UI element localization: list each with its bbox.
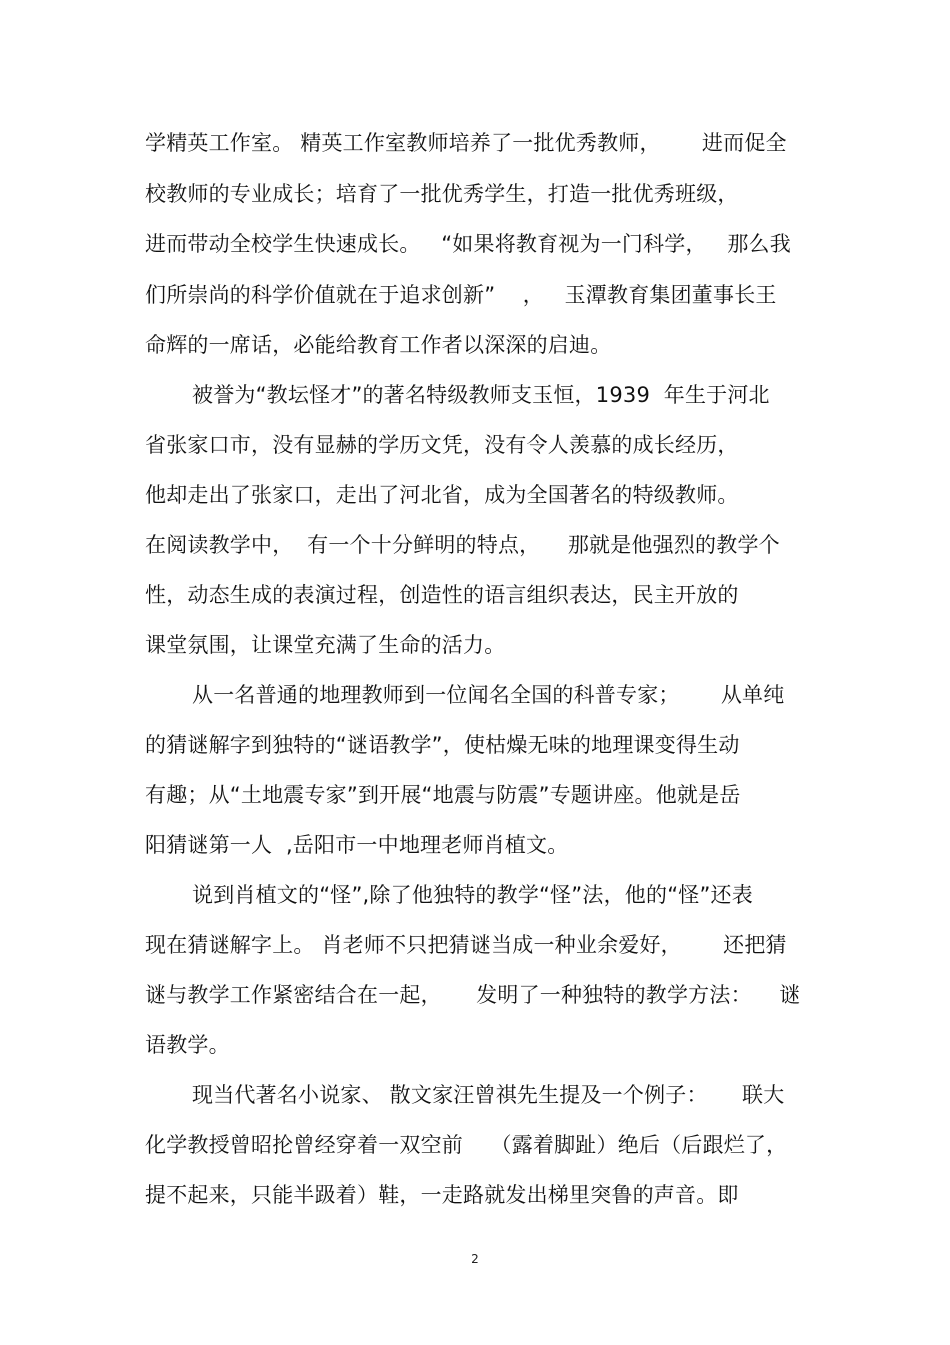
text-line: 的猜谜解字到独特的“谜语教学”，使枯燥无味的地理课变得生动 <box>145 733 740 757</box>
text-line: 校教师的专业成长；培育了一批优秀学生，打造一批优秀班级， <box>145 182 739 206</box>
paragraph-start-line: 说到肖植文的“怪”,除了他独特的教学“怪”法，他的“怪”还表 <box>192 883 753 907</box>
paragraph-start-line: 从一名普通的地理教师到一位闻名全国的科普专家； 从单纯 <box>192 683 785 707</box>
text-line: 现在猜谜解字上。 肖老师不只把猜谜当成一种业余爱好， 还把猜 <box>145 933 787 957</box>
text-line: 化学教授曾昭抡曾经穿着一双空前 （露着脚趾）绝后（后跟烂了， <box>145 1133 788 1157</box>
text-line: 他却走出了张家口，走出了河北省，成为全国著名的特级教师。 <box>145 483 739 507</box>
text-line: 语教学。 <box>145 1033 230 1057</box>
text-line: 课堂氛围，让课堂充满了生命的活力。 <box>145 633 506 657</box>
text-line: 进而带动全校学生快速成长。 “如果将教育视为一门科学， 那么我 <box>145 232 791 256</box>
paragraph-start-line: 现当代著名小说家、 散文家汪曾祺先生提及一个例子： 联大 <box>192 1083 785 1107</box>
text-line: 省张家口市，没有显赫的学历文凭，没有令人羡慕的成长经历， <box>145 433 739 457</box>
text-line: 有趣；从“土地震专家”到开展“地震与防震”专题讲座。他就是岳 <box>145 783 741 807</box>
text-line: 学精英工作室。 精英工作室教师培养了一批优秀教师， 进而促全 <box>145 131 787 155</box>
text-line: 在阅读教学中， 有一个十分鲜明的特点， 那就是他强烈的教学个 <box>145 533 780 557</box>
text-line: 命辉的一席话，必能给教育工作者以深深的启迪。 <box>145 333 612 357</box>
text-line: 谜与教学工作紧密结合在一起， 发明了一种独特的教学方法： 谜 <box>145 983 801 1007</box>
text-line: 阳猜谜第一人 ,岳阳市一中地理老师肖植文。 <box>145 833 569 857</box>
text-line: 提不起来，只能半趿着）鞋，一走路就发出梯里突鲁的声音。即 <box>145 1183 739 1207</box>
text-line: 性，动态生成的表演过程，创造性的语言组织表达，民主开放的 <box>145 583 739 607</box>
text-line: 们所崇尚的科学价值就在于追求创新” ， 玉潭教育集团董事长王 <box>145 283 777 307</box>
page-number: 2 <box>471 1252 479 1266</box>
paragraph-start-line: 被誉为“教坛怪才”的著名特级教师支玉恒，1939 年生于河北 <box>192 383 770 407</box>
